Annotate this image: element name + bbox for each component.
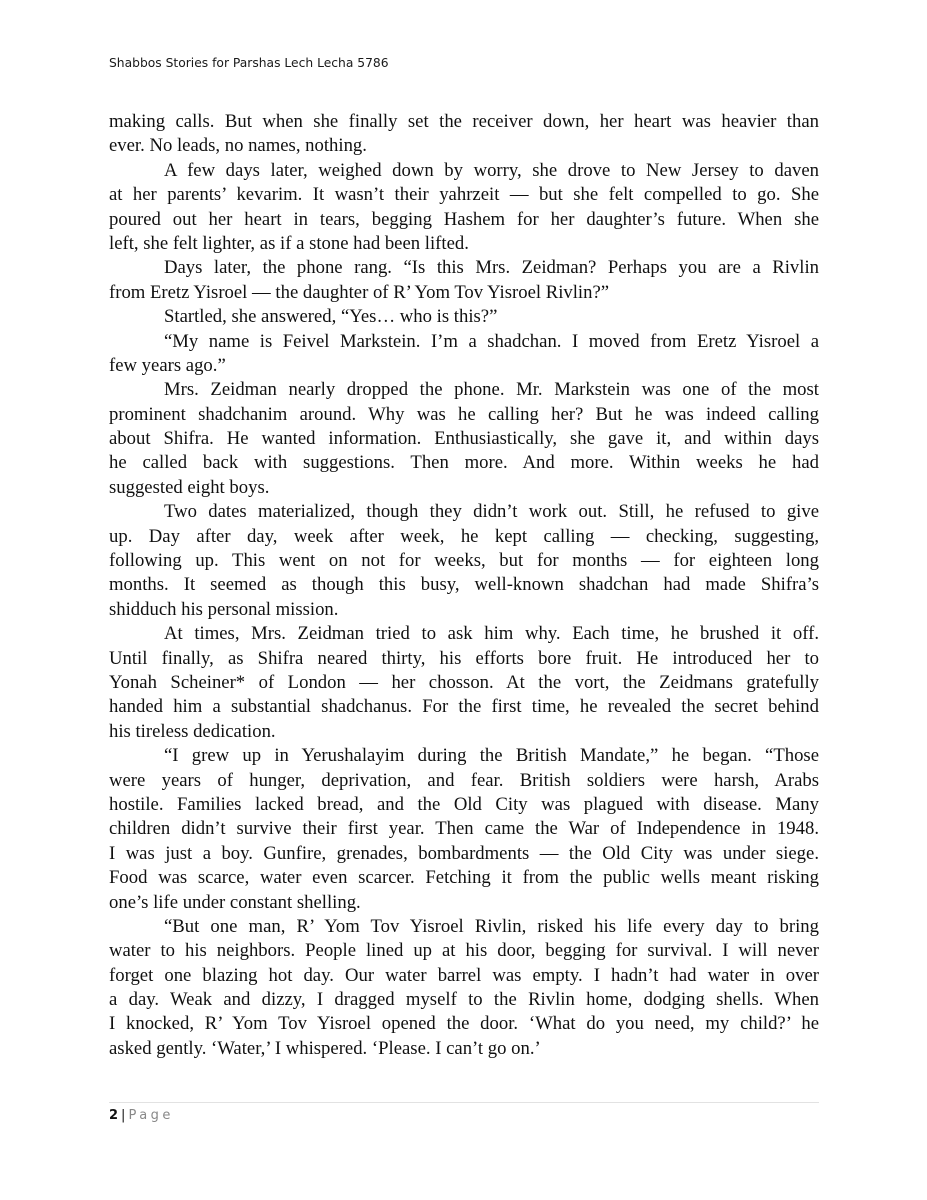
text-line: following up. This went on not for weeks, but for months — for eighteen long — [109, 550, 819, 572]
text-line: At times, Mrs. Zeidman tried to ask him why. Each time, he brushed it off. — [164, 623, 819, 645]
text-line: a day. Weak and dizzy, I dragged myself to the Rivlin home, dodging shells. When — [109, 989, 819, 1011]
footer-divider — [109, 1102, 819, 1103]
text-line: about Shifra. He wanted information. Enthusiastically, she gave it, and within days — [109, 428, 819, 450]
paragraph — [109, 915, 819, 1061]
text-line: handed him a substantial shadchanus. For the first time, he revealed the secret behind — [109, 696, 819, 718]
text-line: A few days later, weighed down by worry, she drove to New Jersey to daven — [164, 159, 819, 181]
text-line: up. Day after day, week after week, he kept calling — checking, suggesting, — [109, 525, 819, 547]
text-line: children didn’t survive their first year. Then came the War of Independence in 1948. — [109, 818, 819, 840]
text-line: poured out her heart in tears, begging Hashem for her daughter’s future. When she — [109, 208, 819, 230]
paragraph — [109, 744, 819, 915]
text-line: making calls. But when she finally set the receiver down, her heart was heavier than — [109, 111, 819, 132]
text-line: Days later, the phone rang. “Is this Mrs. Zeidman? Perhaps you are a Rivlin — [164, 257, 819, 279]
paragraph — [109, 305, 819, 329]
paragraph — [109, 622, 819, 744]
text-line: his tireless dedication. — [109, 720, 276, 742]
text-line: left, she felt lighter, as if a stone had been lifted. — [109, 232, 469, 254]
text-line: were years of hunger, deprivation, and fear. British soldiers were harsh, Arabs — [109, 769, 819, 791]
text-line: “I grew up in Yerushalayim during the British Mandate,” he began. “Those — [164, 745, 819, 767]
paragraph — [109, 110, 819, 159]
text-line: Until finally, as Shifra neared thirty, his efforts bore fruit. He introduced her to — [109, 647, 819, 669]
text-line: forget one blazing hot day. Our water barrel was empty. I hadn’t had water in over — [109, 964, 819, 986]
text-line: ever. No leads, no names, nothing. — [109, 135, 367, 157]
text-line: asked gently. ‘Water,’ I whispered. ‘Please. I can’t go on.’ — [109, 1037, 541, 1059]
text-line: one’s life under constant shelling. — [109, 891, 361, 913]
document-body — [109, 110, 819, 1061]
text-line: Startled, she answered, “Yes… who is this?” — [164, 306, 498, 328]
text-line: I knocked, R’ Yom Tov Yisroel opened the door. ‘What do you need, my child?’ he — [109, 1013, 819, 1035]
footer-separator: | — [121, 1108, 126, 1123]
text-line: shidduch his personal mission. — [109, 598, 339, 620]
text-line: prominent shadchanim around. Why was he calling her? But he was indeed calling — [109, 403, 819, 425]
text-line: “My name is Feivel Markstein. I’m a shadchan. I moved from Eretz Yisroel a — [164, 330, 819, 352]
paragraph — [109, 378, 819, 500]
page-label: Page — [128, 1108, 174, 1123]
text-line: few years ago.” — [109, 354, 226, 376]
page-number: 2 — [109, 1108, 119, 1123]
text-line: he called back with suggestions. Then more. And more. Within weeks he had — [109, 452, 819, 474]
text-line: at her parents’ kevarim. It wasn’t their yahrzeit — but she felt compelled to go. She — [109, 184, 819, 206]
paragraph — [109, 159, 819, 257]
text-line: I was just a boy. Gunfire, grenades, bombardments — the Old City was under siege. — [109, 842, 819, 864]
text-line: Mrs. Zeidman nearly dropped the phone. Mr. Markstein was one of the most — [164, 379, 819, 401]
paragraph — [109, 500, 819, 622]
paragraph — [109, 330, 819, 379]
text-line: from Eretz Yisroel — the daughter of R’ Yom Tov Yisroel Rivlin?” — [109, 281, 610, 303]
text-line: water to his neighbors. People lined up at his door, begging for survival. I will never — [109, 940, 819, 962]
text-line: suggested eight boys. — [109, 476, 270, 498]
text-line: months. It seemed as though this busy, well-known shadchan had made Shifra’s — [109, 574, 819, 596]
text-line: Food was scarce, water even scarcer. Fetching it from the public wells meant risking — [109, 867, 819, 889]
running-header: Shabbos Stories for Parshas Lech Lecha 5786 — [109, 56, 389, 70]
text-line: Yonah Scheiner* of London — her chosson. At the vort, the Zeidmans gratefully — [109, 671, 819, 693]
text-line: hostile. Families lacked bread, and the Old City was plagued with disease. Many — [109, 793, 819, 815]
paragraph — [109, 256, 819, 305]
text-line: Two dates materialized, though they didn’t work out. Still, he refused to give — [164, 501, 819, 523]
text-line: “But one man, R’ Yom Tov Yisroel Rivlin, risked his life every day to bring — [164, 915, 819, 937]
page-footer — [109, 1108, 174, 1123]
